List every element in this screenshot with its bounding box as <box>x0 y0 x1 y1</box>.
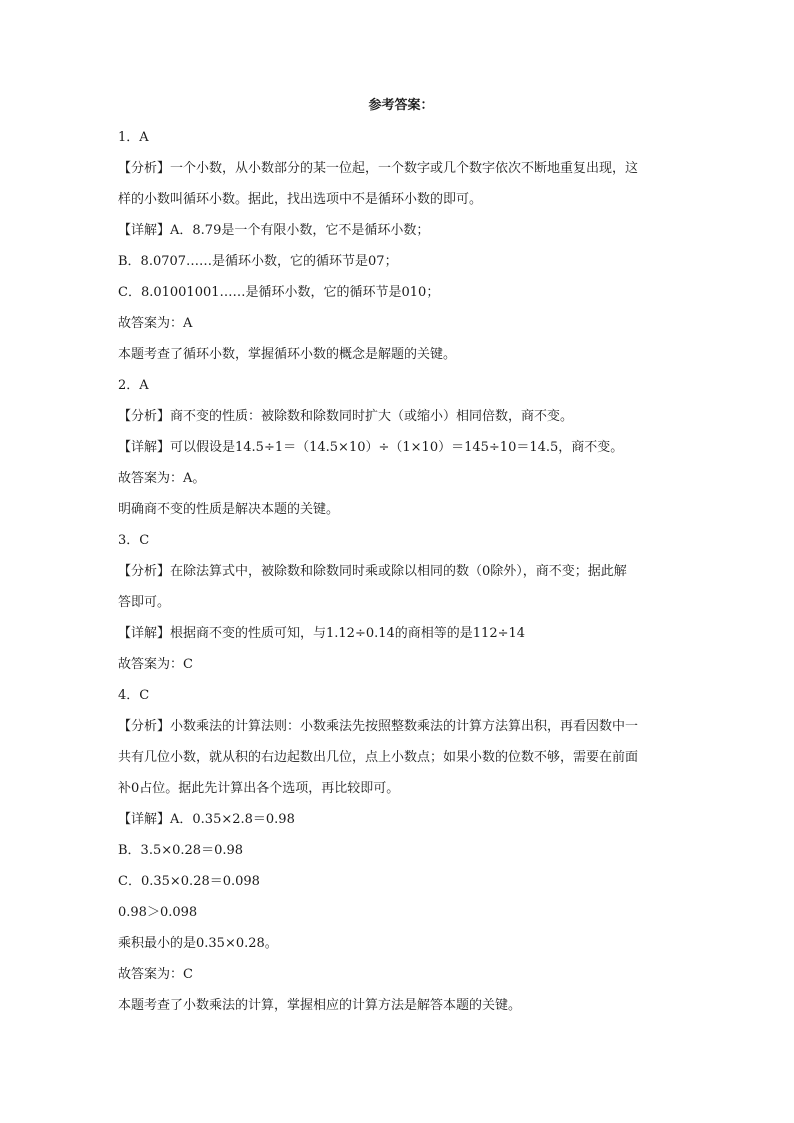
summary-line: 本题考查了小数乘法的计算，掌握相应的计算方法是解答本题的关键。 <box>118 998 522 1013</box>
analysis-line: 补0占位。据此先计算出各个选项，再比较即可。 <box>118 781 400 796</box>
detail-line: 0.98＞0.098 <box>118 905 198 920</box>
analysis-line: 样的小数叫循环小数。据此，找出选项中不是循环小数的即可。 <box>118 192 483 207</box>
analysis-line: 答即可。 <box>118 595 171 610</box>
answer-4 <box>118 680 684 1021</box>
answer-3 <box>118 525 684 680</box>
detail-line: C．0.35×0.28＝0.098 <box>118 874 260 889</box>
detail-line: C．8.01001001……是循环小数，它的循环节是010； <box>118 285 440 300</box>
answer-1 <box>118 122 684 370</box>
detail-line: 乘积最小的是0.35×0.28。 <box>118 936 278 951</box>
answer-line: 故答案为：C <box>118 657 193 672</box>
answer-label: 2．A <box>118 378 149 393</box>
detail-line: 【详解】A．0.35×2.8＝0.98 <box>118 812 295 827</box>
detail-line: B．3.5×0.28＝0.98 <box>118 843 244 858</box>
summary-line: 本题考查了循环小数，掌握循环小数的概念是解题的关键。 <box>118 347 457 362</box>
analysis-line: 【分析】商不变的性质：被除数和除数同时扩大（或缩小）相同倍数，商不变。 <box>118 409 574 424</box>
analysis-line: 【分析】小数乘法的计算法则：小数乘法先按照整数乘法的计算方法算出积，再看因数中一 <box>118 719 639 734</box>
analysis-line: 【分析】在除法算式中，被除数和除数同时乘或除以相同的数（0除外），商不变；据此解 <box>118 564 627 579</box>
analysis-line: 共有几位小数，就从积的右边起数出几位，点上小数点；如果小数的位数不够，需要在前面 <box>118 750 639 765</box>
summary-line: 明确商不变的性质是解决本题的关键。 <box>118 502 340 517</box>
detail-line: B．8.0707……是循环小数，它的循环节是07； <box>118 254 398 269</box>
answer-line: 故答案为：A <box>118 316 193 331</box>
answer-label: 1．A <box>118 130 149 145</box>
page-title: 参考答案： <box>368 98 434 113</box>
answer-2 <box>118 370 684 525</box>
detail-line: 【详解】可以假设是14.5÷1＝（14.5×10）÷（1×10）＝145÷10＝14.5，商不变。 <box>118 440 624 455</box>
detail-line: 【详解】A．8.79是一个有限小数，它不是循环小数； <box>118 223 430 238</box>
answer-label: 3．C <box>118 533 150 548</box>
answer-line: 故答案为：C <box>118 967 193 982</box>
answer-line: 故答案为：A。 <box>118 471 206 486</box>
answer-label: 4．C <box>118 688 150 703</box>
detail-line: 【详解】根据商不变的性质可知，与1.12÷0.14的商相等的是112÷14 <box>118 626 526 641</box>
analysis-line: 【分析】一个小数，从小数部分的某一位起，一个数字或几个数字依次不断地重复出现，这 <box>118 161 639 176</box>
